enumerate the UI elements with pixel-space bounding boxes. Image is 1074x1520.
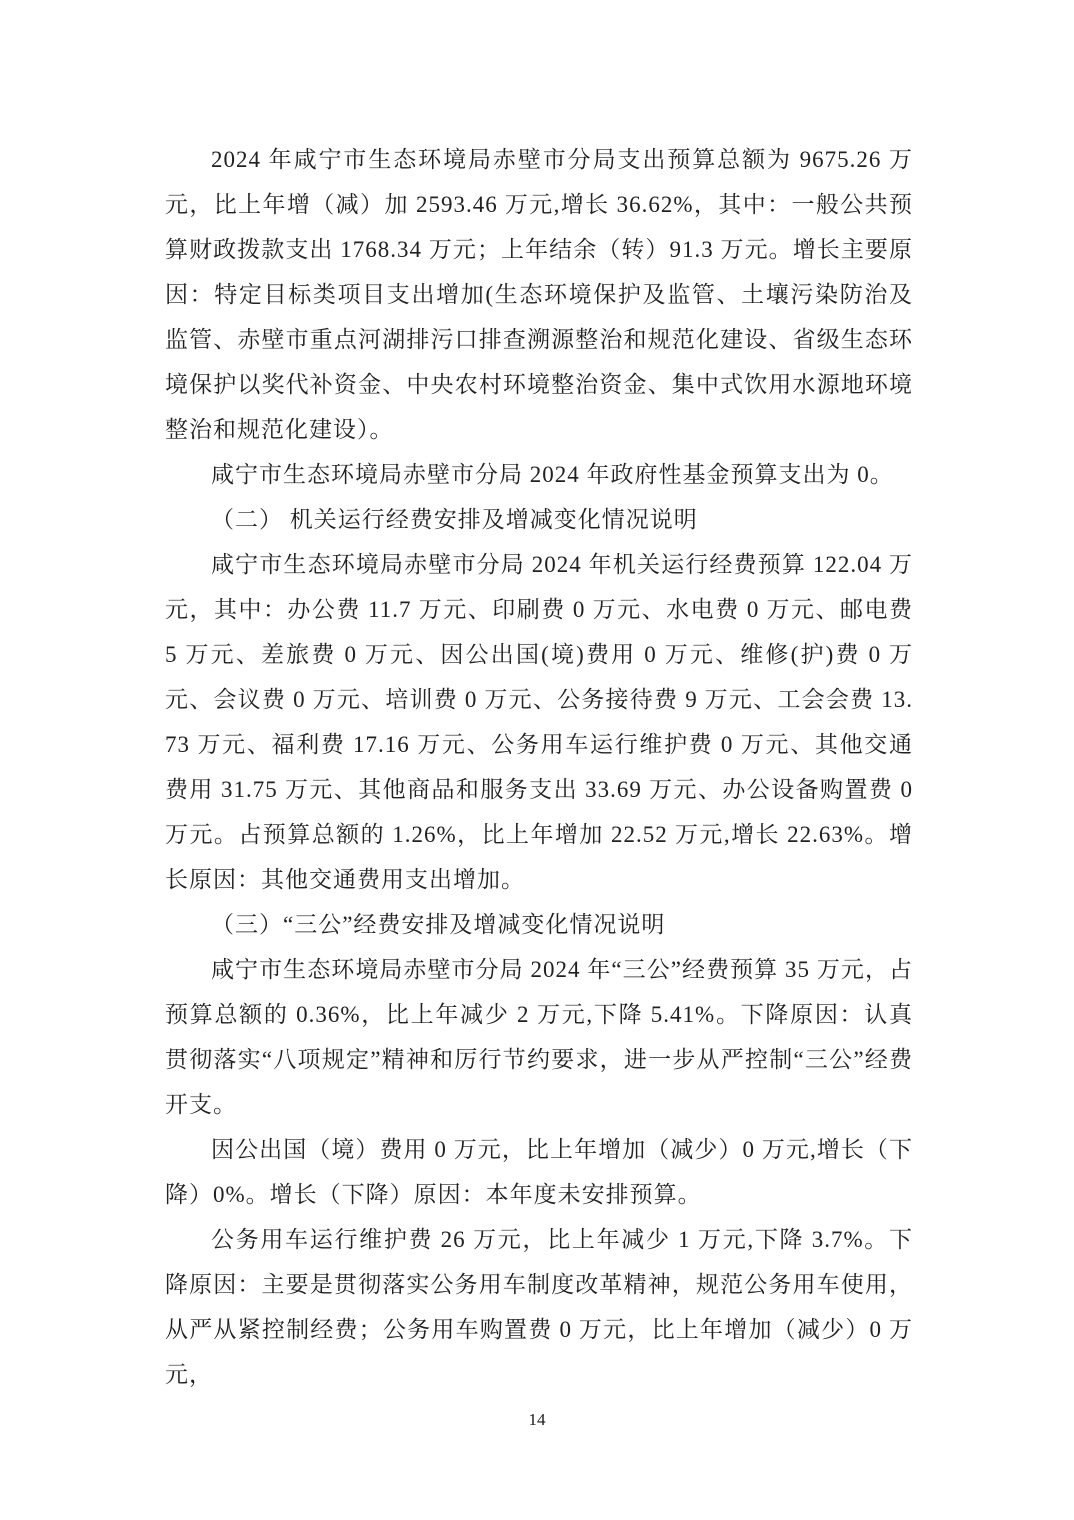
paragraph-official-vehicle-expense: 公务用车运行维护费 26 万元，比上年减少 1 万元,下降 3.7%。下降原因：主要是贯彻落实公务用车制度改革精神，规范公务用车使用，从严从紧控制经费；公务用车购置费 0 万元，比上年增加（减少）0 万元， xyxy=(165,1227,913,1387)
paragraph-government-fund-budget: 咸宁市生态环境局赤壁市分局 2024 年政府性基金预算支出为 0。 xyxy=(211,462,894,487)
section-heading-3: （三）“三公”经费安排及增减变化情况说明 xyxy=(211,912,666,937)
paragraph-operating-expenses: 咸宁市生态环境局赤壁市分局 2024 年机关运行经费预算 122.04 万元，其中：办公费 11.7 万元、印刷费 0 万元、水电费 0 万元、邮电费 5 万元、差旅费 0 万元、因公出国(境)费用 0 万元、维修(护)费 0 万元、会议费 0 万元、培训费 0 万元、公务接待费 9 万元、工会会费 13.73 万元、福利费 17.16 万元、公务用车运行维护费 0 万元、其他交通费用 31.75 万元、其他商品和服务支出 33.69 万元、办公设备购置费 0 万元。占预算总额的 1.26%，比上年增加 22.52 万元,增长 22.63%。增长原因：其他交通费用支出增加。 xyxy=(165,552,913,892)
paragraph-expenditure-overview: 2024 年咸宁市生态环境局赤壁市分局支出预算总额为 9675.26 万元，比上年增（减）加 2593.46 万元,增长 36.62%，其中：一般公共预算财政拨款支出 1768.34 万元；上年结余（转）91.3 万元。增长主要原因：特定目标类项目支出增加(生态环境保护及监管、土壤污染防治及监管、赤壁市重点河湖排污口排查溯源整治和规范化建设、省级生态环境保护以奖代补资金、中央农村环境整治资金、集中式饮用水源地环境整治和规范化建设）。 xyxy=(165,147,913,442)
page-number: 14 xyxy=(528,1410,546,1429)
paragraph-three-public-funds: 咸宁市生态环境局赤壁市分局 2024 年“三公”经费预算 35 万元，占预算总额的 0.36%，比上年减少 2 万元,下降 5.41%。下降原因：认真贯彻落实“八项规定”精神和厉行节约要求，进一步从严控制“三公”经费开支。 xyxy=(165,957,913,1117)
section-heading-2: （二） 机关运行经费安排及增减变化情况说明 xyxy=(211,507,698,532)
document-body xyxy=(165,137,913,1397)
paragraph-overseas-travel-expense: 因公出国（境）费用 0 万元，比上年增加（减少）0 万元,增长（下降）0%。增长（下降）原因：本年度未安排预算。 xyxy=(165,1137,913,1207)
